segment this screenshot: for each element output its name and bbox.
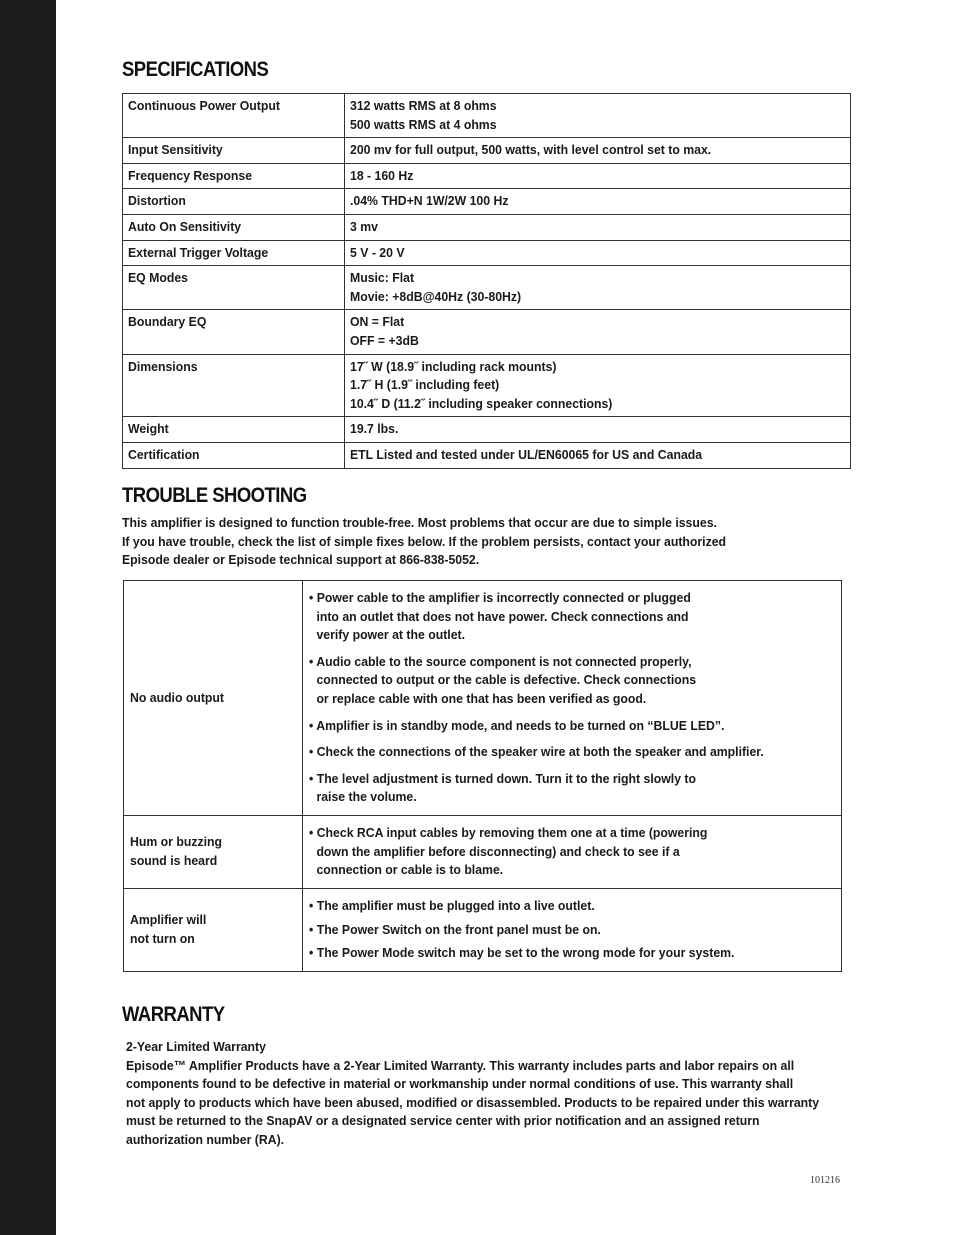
troubleshooting-table — [123, 580, 842, 972]
solution-text: • Audio cable to the source component is not connected properly, — [309, 653, 692, 669]
problem-cell — [124, 816, 303, 889]
solution-item — [309, 653, 835, 709]
spec-row — [123, 214, 851, 240]
solution-text: • The Power Mode switch may be set to the wrong mode for your system. — [309, 945, 735, 961]
spec-value: 10.4˝ D (11.2˝ including speaker connections) — [350, 395, 613, 411]
spec-value-cell — [345, 94, 851, 138]
spec-label-cell — [123, 442, 345, 468]
spec-label-cell — [123, 354, 345, 417]
spec-value-cell — [345, 240, 851, 266]
warranty-text — [126, 1038, 886, 1150]
troubleshooting-heading: TROUBLE SHOOTING — [122, 484, 307, 507]
spec-label: Certification — [128, 446, 200, 462]
spec-row — [123, 240, 851, 266]
spec-label-cell — [123, 214, 345, 240]
intro-line: This amplifier is designed to function trouble-free. Most problems that occur are due to simple issues. — [122, 515, 717, 530]
spec-label-cell — [123, 417, 345, 443]
spec-label: Auto On Sensitivity — [128, 218, 242, 234]
spec-label-cell — [123, 138, 345, 164]
solution-item — [309, 743, 835, 762]
spec-label-cell — [123, 266, 345, 310]
spec-value: 500 watts RMS at 4 ohms — [350, 116, 497, 132]
spec-value-cell — [345, 266, 851, 310]
solution-item — [309, 589, 835, 645]
document-number: 101216 — [810, 1175, 840, 1186]
spec-label-cell — [123, 189, 345, 215]
solution-item — [309, 944, 835, 963]
page-edge-bar — [0, 0, 56, 1235]
spec-value-cell — [345, 189, 851, 215]
solution-text: connection or cable is to blame. — [316, 862, 504, 878]
spec-row — [123, 163, 851, 189]
solution-item — [309, 921, 835, 940]
spec-value: ON = Flat — [350, 314, 405, 330]
problem-text: not turn on — [130, 930, 195, 946]
solution-text: down the amplifier before disconnecting) and check to see if a — [316, 843, 680, 859]
solution-text: connected to output or the cable is defective. Check connections — [316, 672, 697, 688]
solution-text: or replace cable with one that has been verified as good. — [316, 690, 647, 706]
spec-value-cell — [345, 310, 851, 354]
solution-text: into an outlet that does not have power. Check connections and — [316, 608, 689, 624]
spec-row — [123, 417, 851, 443]
problem-text: No audio output — [130, 689, 225, 705]
spec-row — [123, 354, 851, 417]
spec-value: 1.7˝ H (1.9˝ including feet) — [350, 377, 500, 393]
spec-label: Continuous Power Output — [128, 98, 280, 113]
troubleshooting-row — [124, 816, 842, 889]
troubleshooting-intro — [122, 514, 822, 570]
solution-text: raise the volume. — [316, 789, 417, 805]
spec-value-cell — [345, 138, 851, 164]
specifications-heading: SPECIFICATIONS — [122, 58, 269, 81]
solution-item — [309, 897, 835, 916]
spec-value-cell — [345, 442, 851, 468]
problem-text: Amplifier will — [130, 912, 207, 928]
spec-value: 3 mv — [350, 218, 378, 234]
spec-label-cell — [123, 310, 345, 354]
problem-cell — [124, 889, 303, 972]
warranty-line: authorization number (RA). — [126, 1131, 285, 1147]
spec-value-cell — [345, 163, 851, 189]
spec-label-cell — [123, 240, 345, 266]
solution-text: • The level adjustment is turned down. Turn it to the right slowly to — [309, 770, 697, 786]
spec-value: Movie: +8dB@40Hz (30-80Hz) — [350, 288, 522, 304]
warranty-line: must be returned to the SnapAV or a designated service center with prior notification and an assigned return — [126, 1113, 760, 1129]
spec-value: ETL Listed and tested under UL/EN60065 for US and Canada — [350, 446, 703, 462]
warranty-line: components found to be defective in material or workmanship under normal conditions of use. This warranty shall — [126, 1076, 794, 1092]
warranty-line: not apply to products which have been abused, modified or disassembled. Products to be repaired under this warranty — [126, 1094, 820, 1110]
warranty-title: 2-Year Limited Warranty — [126, 1039, 266, 1054]
solution-text: • Amplifier is in standby mode, and needs to be turned on “BLUE LED”. — [309, 717, 725, 733]
spec-value: OFF = +3dB — [350, 332, 419, 348]
solution-text: • The Power Switch on the front panel must be on. — [309, 921, 601, 937]
problem-text: Hum or buzzing — [130, 834, 222, 850]
intro-line: Episode dealer or Episode technical support at 866-838-5052. — [122, 552, 480, 568]
solution-cell — [303, 889, 842, 972]
solution-cell — [303, 816, 842, 889]
solution-item — [309, 717, 835, 736]
spec-value: 19.7 lbs. — [350, 421, 399, 437]
spec-label: Frequency Response — [128, 167, 253, 183]
spec-label: Distortion — [128, 193, 186, 209]
spec-row — [123, 442, 851, 468]
warranty-line: Episode™ Amplifier Products have a 2-Year Limited Warranty. This warranty includes parts and labor repairs on all — [126, 1057, 795, 1073]
troubleshooting-row — [124, 581, 842, 816]
solution-item — [309, 770, 835, 807]
spec-value-cell — [345, 354, 851, 417]
spec-value: Music: Flat — [350, 270, 415, 286]
spec-row — [123, 94, 851, 138]
spec-label: Input Sensitivity — [128, 142, 223, 158]
spec-value: 312 watts RMS at 8 ohms — [350, 98, 497, 113]
spec-value: 200 mv for full output, 500 watts, with level control set to max. — [350, 142, 712, 158]
solution-cell — [303, 581, 842, 816]
problem-text: sound is heard — [130, 853, 218, 868]
spec-label: External Trigger Voltage — [128, 244, 269, 260]
solution-text: • Check RCA input cables by removing them one at a time (powering — [309, 825, 708, 840]
spec-label: EQ Modes — [128, 270, 188, 286]
spec-row — [123, 138, 851, 164]
problem-cell — [124, 581, 303, 816]
solution-text: • Check the connections of the speaker wire at both the speaker and amplifier. — [309, 744, 764, 760]
intro-line: If you have trouble, check the list of simple fixes below. If the problem persists, contact your authorized — [122, 533, 727, 549]
spec-value: 5 V - 20 V — [350, 244, 405, 260]
spec-label: Boundary EQ — [128, 314, 207, 330]
solution-text: • Power cable to the amplifier is incorrectly connected or plugged — [309, 590, 691, 605]
warranty-heading: WARRANTY — [122, 1003, 225, 1026]
spec-value-cell — [345, 417, 851, 443]
solution-item — [309, 824, 835, 880]
specifications-table — [122, 93, 851, 469]
spec-row — [123, 310, 851, 354]
spec-value: .04% THD+N 1W/2W 100 Hz — [350, 193, 509, 209]
troubleshooting-row — [124, 889, 842, 972]
spec-value-cell — [345, 214, 851, 240]
spec-row — [123, 189, 851, 215]
solution-text: verify power at the outlet. — [316, 627, 466, 643]
spec-label-cell — [123, 94, 345, 138]
spec-label: Weight — [128, 421, 169, 437]
spec-label-cell — [123, 163, 345, 189]
spec-label: Dimensions — [128, 358, 198, 374]
spec-value: 18 - 160 Hz — [350, 167, 414, 183]
spec-value: 17˝ W (18.9˝ including rack mounts) — [350, 358, 557, 374]
solution-text: • The amplifier must be plugged into a live outlet. — [309, 898, 595, 913]
spec-row — [123, 266, 851, 310]
